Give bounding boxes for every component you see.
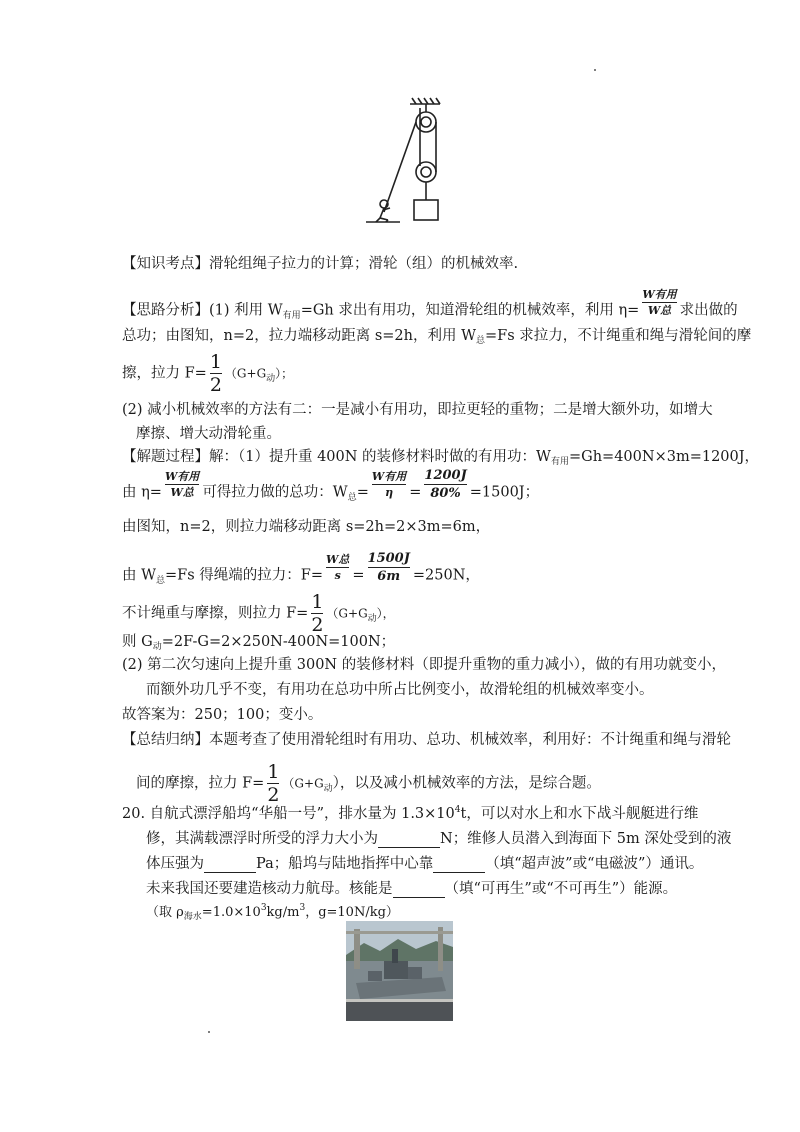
fraction-denominator: 2 <box>209 374 222 396</box>
superscript: 4 <box>454 805 461 815</box>
text: =2F-G=2×250N-400N=100N； <box>161 634 396 650</box>
force-fraction <box>326 553 349 582</box>
subscript: 总 <box>156 575 166 586</box>
floating-dock-ship-photo <box>346 921 453 1021</box>
text: ），以及减小机械效率的方法，是综合题。 <box>332 775 601 792</box>
text: （G+G <box>224 366 267 381</box>
fraction-denominator: s <box>334 569 341 582</box>
text: t，可以对水上和水下战斗舰艇进行维 <box>460 806 699 822</box>
efficiency-fraction <box>642 288 676 317</box>
text: = <box>356 484 369 501</box>
fraction-numerator: W有用 <box>371 470 407 483</box>
subscript: 海水 <box>183 912 202 922</box>
analysis-line-2 <box>122 324 751 345</box>
fraction-numerator: W总 <box>326 553 350 566</box>
fraction-bar <box>368 567 410 568</box>
fraction-denominator: η <box>385 486 394 499</box>
text: =250N， <box>412 567 480 584</box>
knowledge-text: 滑轮组绳子拉力的计算；滑轮（组）的机械效率. <box>209 256 519 272</box>
subscript: 动 <box>266 373 276 384</box>
text: kg/m <box>266 905 300 920</box>
fraction-numerator: 1200J <box>424 468 467 483</box>
fraction-denominator: 2 <box>311 614 324 636</box>
text: 总功；由图知，n=2，拉力端移动距离 s=2h，利用 W <box>122 328 476 344</box>
superscript: 3 <box>299 903 306 913</box>
text: = <box>409 484 422 501</box>
solution-line-8: 而额外功几乎不变，有用功在总功中所占比例变小，故滑轮组的机械效率变小。 <box>146 682 654 698</box>
text: = <box>352 567 365 584</box>
text: ）； <box>275 366 294 381</box>
scan-dot <box>594 69 596 71</box>
text: 未来我国还要建造核动力航母。核能是 <box>146 881 393 897</box>
fraction-denominator: W总 <box>647 304 672 317</box>
solution-line-1 <box>122 445 759 466</box>
text: （G+G <box>282 776 324 791</box>
fraction-numerator: 1 <box>209 351 222 373</box>
text: =1.0×10 <box>201 905 261 920</box>
text: 解：（1）提升重 400N 的装修材料时做的有用功：W <box>209 449 551 465</box>
answer-line: 故答案为：250；100；变小。 <box>122 707 323 723</box>
text: （填“可再生”或“不可再生”）能源。 <box>444 881 678 897</box>
fraction-denominator: 80% <box>430 486 461 501</box>
fraction-numerator: 1 <box>267 761 280 783</box>
text: 则 G <box>122 634 153 650</box>
subscript: 总 <box>347 492 357 503</box>
fraction-numerator: W有用 <box>164 470 200 483</box>
superscript: 3 <box>260 903 267 913</box>
scan-dot <box>208 1031 210 1033</box>
half-fraction <box>210 352 222 395</box>
text: N；维修人员潜入到海面下 5m 深处受到的液 <box>440 831 732 847</box>
text: =1500J； <box>469 484 540 501</box>
question20-line-4 <box>146 877 677 898</box>
answer-blank-communication[interactable] <box>433 858 485 873</box>
fraction-numerator: 1500J <box>367 551 410 566</box>
text: 可得拉力做的总功：W <box>202 484 348 501</box>
text: 修，其满载漂浮时所受的浮力大小为 <box>146 831 378 847</box>
text: 本题考查了使用滑轮组时有用功、总功、机械效率，利用好：不计绳重和绳与滑轮 <box>209 732 731 748</box>
total-work-fraction <box>372 470 406 499</box>
solution-line-3: 由图知，n=2，则拉力端移动距离 s=2h=2×3m=6m， <box>122 519 491 535</box>
solution-line-2 <box>122 468 540 509</box>
text: 由 η= <box>122 484 162 501</box>
analysis-line-4: (2) 减小机械效率的方法有二：一是减小有用功，即拉更轻的重物；二是增大额外功，如增大 <box>122 402 713 418</box>
summary-line-2 <box>136 762 601 805</box>
fraction-bar <box>642 302 676 303</box>
text: 体压强为 <box>146 856 204 872</box>
solution-line-6 <box>122 630 395 651</box>
text: 由 W <box>122 567 157 584</box>
text: 间的摩擦，拉力 F= <box>136 775 265 792</box>
question20-line-2 <box>146 827 731 848</box>
fraction-denominator: 6m <box>377 569 401 584</box>
half-fraction <box>267 762 279 805</box>
half-fraction <box>311 592 323 635</box>
answer-blank-pressure[interactable] <box>204 858 256 873</box>
text: ，g=10N/kg） <box>305 905 399 920</box>
text: =Gh=400N×3m=1200J， <box>568 449 760 465</box>
summary-line-1 <box>122 728 731 749</box>
text: 求出做的 <box>679 302 738 319</box>
fraction-numerator: W有用 <box>642 288 677 301</box>
subscript: 有用 <box>282 310 301 321</box>
value-fraction <box>424 468 466 501</box>
text: =Gh 求出有用功，知道滑轮组的机械效率，利用 η= <box>300 302 640 319</box>
knowledge-point-line <box>122 252 518 273</box>
analysis-line-5: 摩擦、增大动滑轮重。 <box>136 426 281 442</box>
text: ）， <box>376 606 395 621</box>
solution-tag: 【解题过程】 <box>122 449 209 465</box>
subscript: 动 <box>323 783 333 794</box>
analysis-line-1 <box>122 288 738 325</box>
text: 擦，拉力 F= <box>122 365 207 382</box>
text: （G+G <box>326 606 368 621</box>
subscript: 有用 <box>550 457 569 467</box>
analysis-tag: 【思路分析】 <box>122 302 209 319</box>
answer-blank-buoyancy[interactable] <box>378 833 440 848</box>
fraction-numerator: 1 <box>311 591 324 613</box>
analysis-line-3 <box>122 352 293 395</box>
text: (1) 利用 W <box>209 302 283 319</box>
text: =Fs 求拉力，不计绳重和绳与滑轮间的摩 <box>485 328 752 344</box>
subscript: 动 <box>367 613 377 624</box>
summary-tag: 【总结归纳】 <box>122 732 209 748</box>
text: 20. 自航式漂浮船坞“华船一号”，排水量为 1.3×10 <box>122 806 455 822</box>
fraction-bar <box>424 484 466 485</box>
pulley-system-figure <box>362 96 462 228</box>
fraction-denominator: W总 <box>170 486 194 499</box>
fraction-bar <box>165 484 199 485</box>
fraction-denominator: 2 <box>267 784 280 806</box>
text: 不计绳重与摩擦，则拉力 F= <box>122 605 309 622</box>
question20-line-1 <box>122 802 698 823</box>
solution-line-5 <box>122 592 395 635</box>
question20-line-5 <box>146 901 399 920</box>
knowledge-tag: 【知识考点】 <box>122 256 209 272</box>
text: （取 ρ <box>146 905 184 920</box>
efficiency-fraction <box>165 470 199 499</box>
question20-line-3 <box>146 852 703 873</box>
subscript: 总 <box>476 336 486 346</box>
answer-blank-energy-type[interactable] <box>393 883 445 898</box>
text: Pa；船坞与陆地指挥中心靠 <box>256 856 434 872</box>
subscript: 动 <box>152 642 162 652</box>
force-value-fraction <box>368 551 410 584</box>
solution-line-4 <box>122 551 480 592</box>
solution-line-7: (2) 第二次匀速向上提升重 300N 的装修材料（即提升重物的重力减小），做的有用功就变小， <box>122 657 726 673</box>
text: =Fs 得绳端的拉力：F= <box>165 567 324 584</box>
fraction-bar <box>372 484 406 485</box>
text: （填“超声波”或“电磁波”）通讯。 <box>485 856 704 872</box>
fraction-bar <box>326 567 349 568</box>
